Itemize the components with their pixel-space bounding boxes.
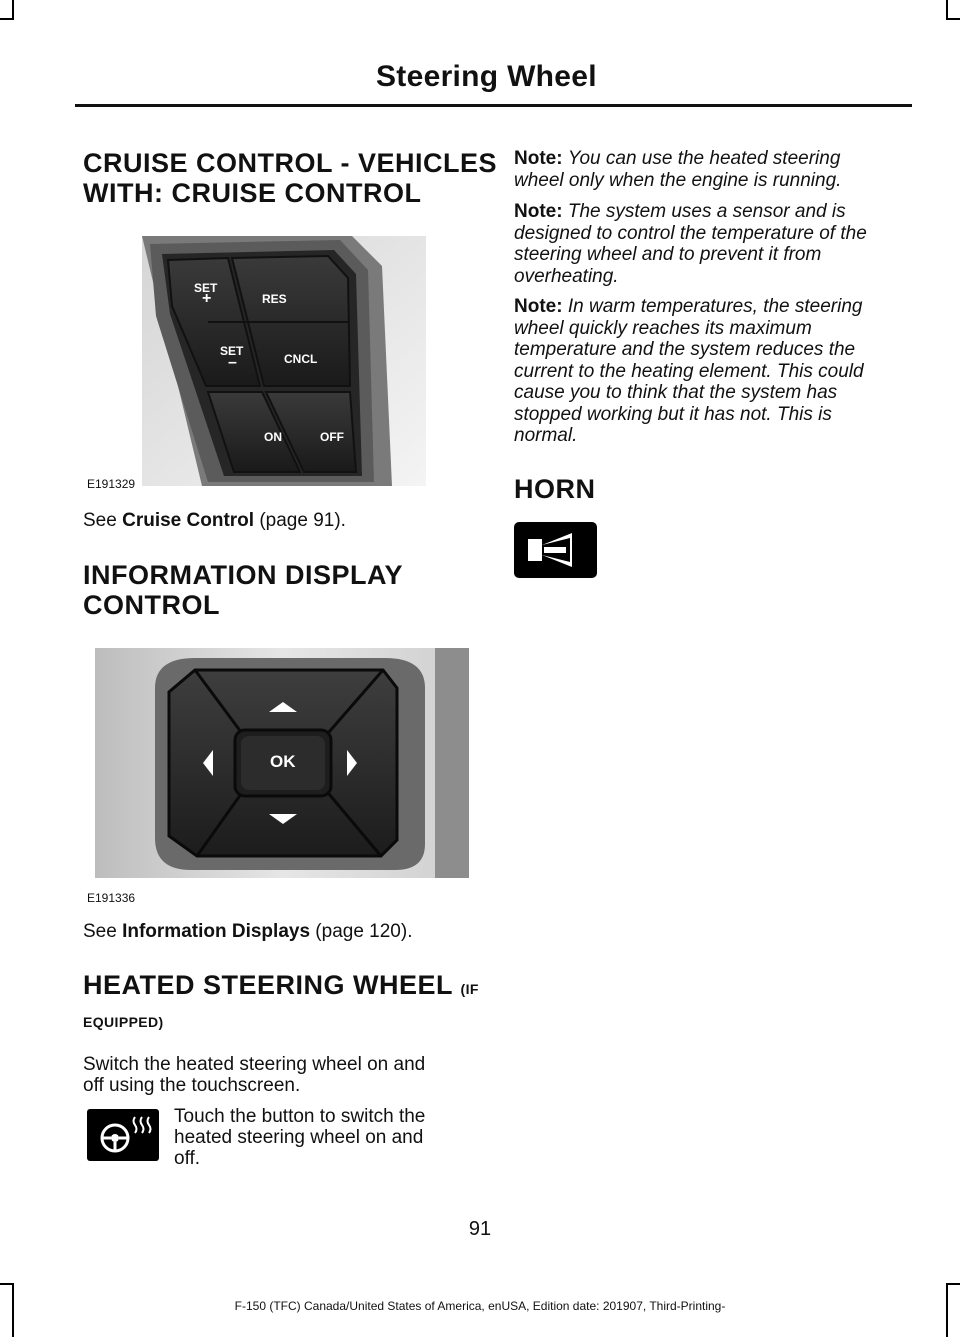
- heated-icon-text-line2: heated steering wheel on and: [174, 1127, 424, 1148]
- crop-mark-top-left-v: [12, 0, 14, 20]
- page-number: 91: [468, 1218, 492, 1240]
- cruise-see-reference: [83, 510, 346, 531]
- heated-steering-wheel-icon: [87, 1109, 159, 1161]
- edition-footer: F-150 (TFC) Canada/United States of America, enUSA, Edition date: 201907, Third-Printing-: [234, 1299, 726, 1313]
- see-prefix: See: [83, 510, 117, 531]
- info-figure-id: E191336: [87, 891, 136, 905]
- heated-heading-small2: EQUIPPED): [83, 1014, 164, 1030]
- res-label: RES: [262, 292, 287, 306]
- heated-body-line1: Switch the heated steering wheel on and: [83, 1054, 426, 1075]
- ok-label: OK: [270, 752, 296, 771]
- header-rule: [75, 104, 912, 107]
- heated-heading-main: HEATED STEERING WHEEL: [83, 970, 453, 1000]
- crop-mark-top-right-h: [946, 18, 960, 20]
- info-display-figure: [95, 648, 469, 878]
- cruise-heading-line2: WITH: CRUISE CONTROL: [83, 178, 422, 208]
- note-label: Note:: [514, 296, 563, 317]
- cruise-control-figure: [142, 236, 426, 486]
- note-text: stopped working but it has not. This is: [514, 403, 832, 425]
- horn-glyph: [514, 522, 597, 578]
- note-label: Note:: [514, 148, 563, 169]
- cncl-label: CNCL: [284, 352, 318, 366]
- heated-heading-small1: (IF: [460, 981, 479, 997]
- horn-heading: HORN: [514, 474, 596, 504]
- plus-glyph: +: [202, 290, 212, 307]
- note-2: [514, 201, 906, 287]
- note-text: wheel only when the engine is running.: [514, 169, 842, 191]
- heated-icon-text-line1: Touch the button to switch the: [174, 1106, 426, 1127]
- crop-mark-bottom-right-h: [946, 1283, 960, 1285]
- heated-wheel-glyph: [87, 1109, 159, 1161]
- heated-icon-text-line3: off.: [174, 1148, 201, 1169]
- page-ref: (page 120).: [315, 921, 413, 942]
- note-1: [514, 148, 906, 191]
- cruise-figure-id: E191329: [87, 477, 136, 491]
- note-text: steering wheel and to prevent it from: [514, 244, 822, 265]
- heated-heading: [83, 970, 479, 1004]
- horn-icon: [514, 522, 597, 578]
- page-ref: (page 91).: [259, 510, 346, 531]
- info-see-reference: [83, 921, 412, 942]
- page-title: Steering Wheel: [376, 60, 597, 93]
- note-3: [514, 296, 906, 447]
- crop-mark-top-left-h: [0, 18, 14, 20]
- info-heading-line1: INFORMATION DISPLAY: [83, 560, 404, 590]
- heated-body-line2: off using the touchscreen.: [83, 1075, 301, 1096]
- info-heading-line2: CONTROL: [83, 590, 220, 620]
- information-displays-link[interactable]: Information Displays: [122, 921, 311, 942]
- note-text: The system uses a sensor and is: [567, 201, 846, 222]
- off-label: OFF: [320, 430, 344, 444]
- minus-glyph: –: [228, 354, 237, 371]
- set-minus-label: SET: [220, 344, 244, 358]
- note-text: cause you to think that the system has: [514, 382, 838, 403]
- on-label: ON: [264, 430, 282, 444]
- crop-mark-top-right-v: [946, 0, 948, 20]
- note-text: normal.: [514, 425, 578, 446]
- crop-mark-bottom-left-h: [0, 1283, 14, 1285]
- note-text: In warm temperatures, the steering: [567, 296, 863, 317]
- note-label: Note:: [514, 201, 563, 222]
- see-prefix: See: [83, 921, 117, 942]
- note-text: You can use the heated steering: [567, 148, 841, 169]
- note-text: designed to control the temperature of the: [514, 222, 867, 244]
- note-text: overheating.: [514, 265, 619, 287]
- note-text: current to the heating element. This could: [514, 360, 864, 382]
- note-text: temperature and the system reduces the: [514, 339, 856, 360]
- note-text: wheel quickly reaches its maximum: [514, 317, 812, 339]
- cruise-heading-line1: CRUISE CONTROL - VEHICLES: [83, 148, 498, 178]
- set-plus-label: SET: [194, 281, 218, 295]
- cruise-control-link[interactable]: Cruise Control: [122, 510, 255, 531]
